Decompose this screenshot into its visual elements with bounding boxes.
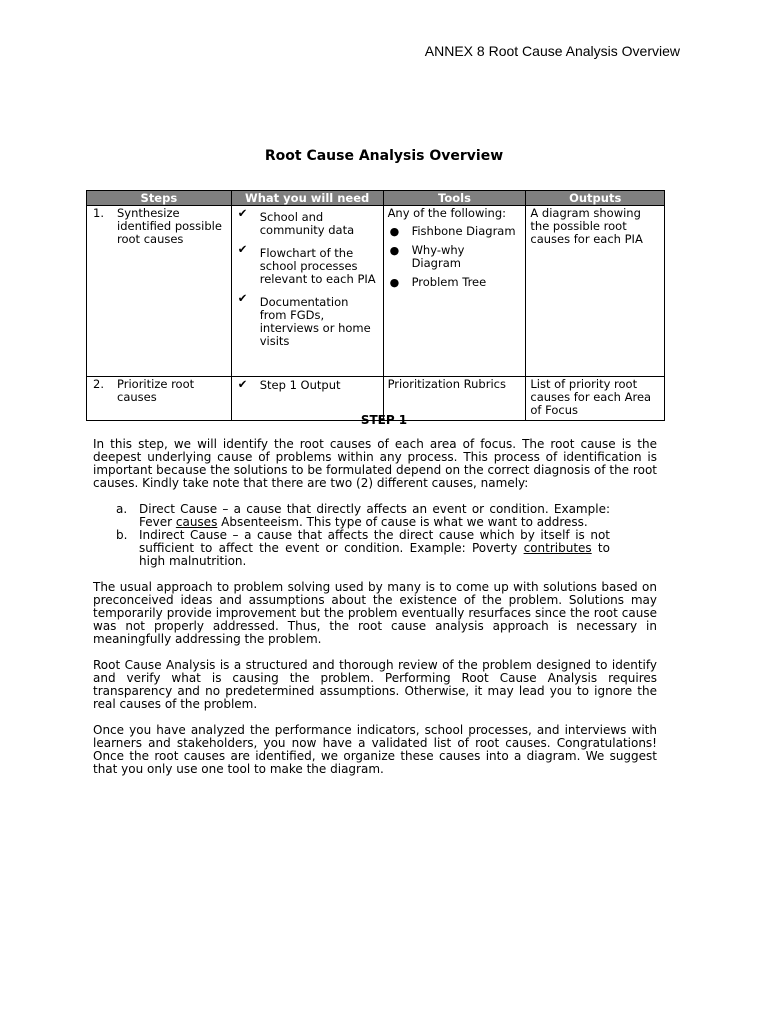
bullet-icon: ●	[389, 276, 400, 289]
column-header-tools: Tools	[383, 191, 526, 206]
cause-list	[116, 503, 610, 568]
list-item: ✔ Documentation from FGDs, interviews or home visits	[237, 291, 371, 348]
underlined-word: causes	[175, 515, 218, 529]
step-number: 2.	[93, 377, 104, 391]
list-item: ● Why-why Diagram	[389, 243, 465, 270]
column-header-outputs: Outputs	[526, 191, 665, 206]
needs-cell	[231, 206, 383, 377]
check-icon: ✔	[237, 242, 248, 256]
step-cell	[87, 206, 232, 377]
list-item: ✔ Step 1 Output	[237, 377, 341, 392]
bullet-icon: ●	[389, 244, 400, 257]
output-cell: List of priority root causes for each Area of Focus	[526, 377, 665, 421]
output-cell: A diagram showing the possible root causes for each PIA	[526, 206, 665, 377]
body-text	[93, 438, 657, 789]
step-heading: STEP 1	[360, 413, 408, 427]
paragraph-rca: Root Cause Analysis is a structured and thorough review of the problem designed to identify and verify what is causing the problem. Performing Root Cause Analysis requires transparency and no predetermined assumptions. Otherwise, it may lead you to ignore the real causes of the problem.	[93, 658, 657, 711]
column-header-steps: Steps	[87, 191, 232, 206]
bullet-icon: ●	[389, 225, 400, 238]
table-header-row	[87, 191, 665, 206]
tools-intro: Any of the following:	[387, 206, 507, 220]
paragraph-intro: In this step, we will identify the root causes of each area of focus. The root cause is the deepest underlying cause of problems within any process. This process of identification is important because the solutions to be formulated depend on the correct diagnosis of the root causes. Kindly take note that there are two (2) different causes, namely:	[93, 437, 657, 490]
column-header-needs: What you will need	[231, 191, 383, 206]
list-item: a. Direct Cause – a cause that directly affects an event or condition. Example: Fever causes Absenteeism. This type of cause is what we want to address.	[116, 502, 610, 529]
tools-cell	[383, 206, 526, 377]
paragraph-conclusion: Once you have analyzed the performance indicators, school processes, and interviews with learners and stakeholders, you now have a validated list of root causes. Congratulations! Once the root causes are identified, we organize these causes into a diagram. We suggest that you only use one tool to make the diagram.	[93, 723, 657, 776]
underlined-word: contributes	[523, 541, 592, 555]
table-row	[87, 206, 665, 377]
list-item: ✔ Flowchart of the school processes relevant to each PIA	[237, 242, 376, 286]
step-text: Synthesize identified possible root causes	[117, 206, 222, 246]
check-icon: ✔	[237, 377, 248, 391]
tools-cell: Prioritization Rubrics	[383, 377, 526, 421]
paragraph-approach: The usual approach to problem solving used by many is to come up with solutions based on preconceived ideas and assumptions about the existence of the problem. Solutions may temporarily provide improvement but the problem eventually resurfaces since the root cause was not properly addressed. Thus, the root cause analysis approach is necessary in meaningfully addressing the problem.	[93, 580, 657, 646]
page-title: Root Cause Analysis Overview	[264, 148, 504, 164]
list-item: b. Indirect Cause – a cause that affects the direct cause which by itself is not sufficient to affect the event or condition. Example: Poverty contributes to high malnutrition.	[116, 528, 610, 568]
check-icon: ✔	[237, 291, 248, 305]
list-item: ✔ School and community data	[237, 206, 355, 237]
overview-table	[86, 190, 665, 421]
list-item: ● Problem Tree	[389, 275, 487, 289]
step-text: Prioritize root causes	[117, 377, 195, 404]
step-number: 1.	[93, 206, 104, 220]
check-icon: ✔	[237, 206, 248, 220]
annex-header: ANNEX 8 Root Cause Analysis Overview	[424, 43, 680, 59]
list-item: ● Fishbone Diagram	[389, 224, 516, 238]
